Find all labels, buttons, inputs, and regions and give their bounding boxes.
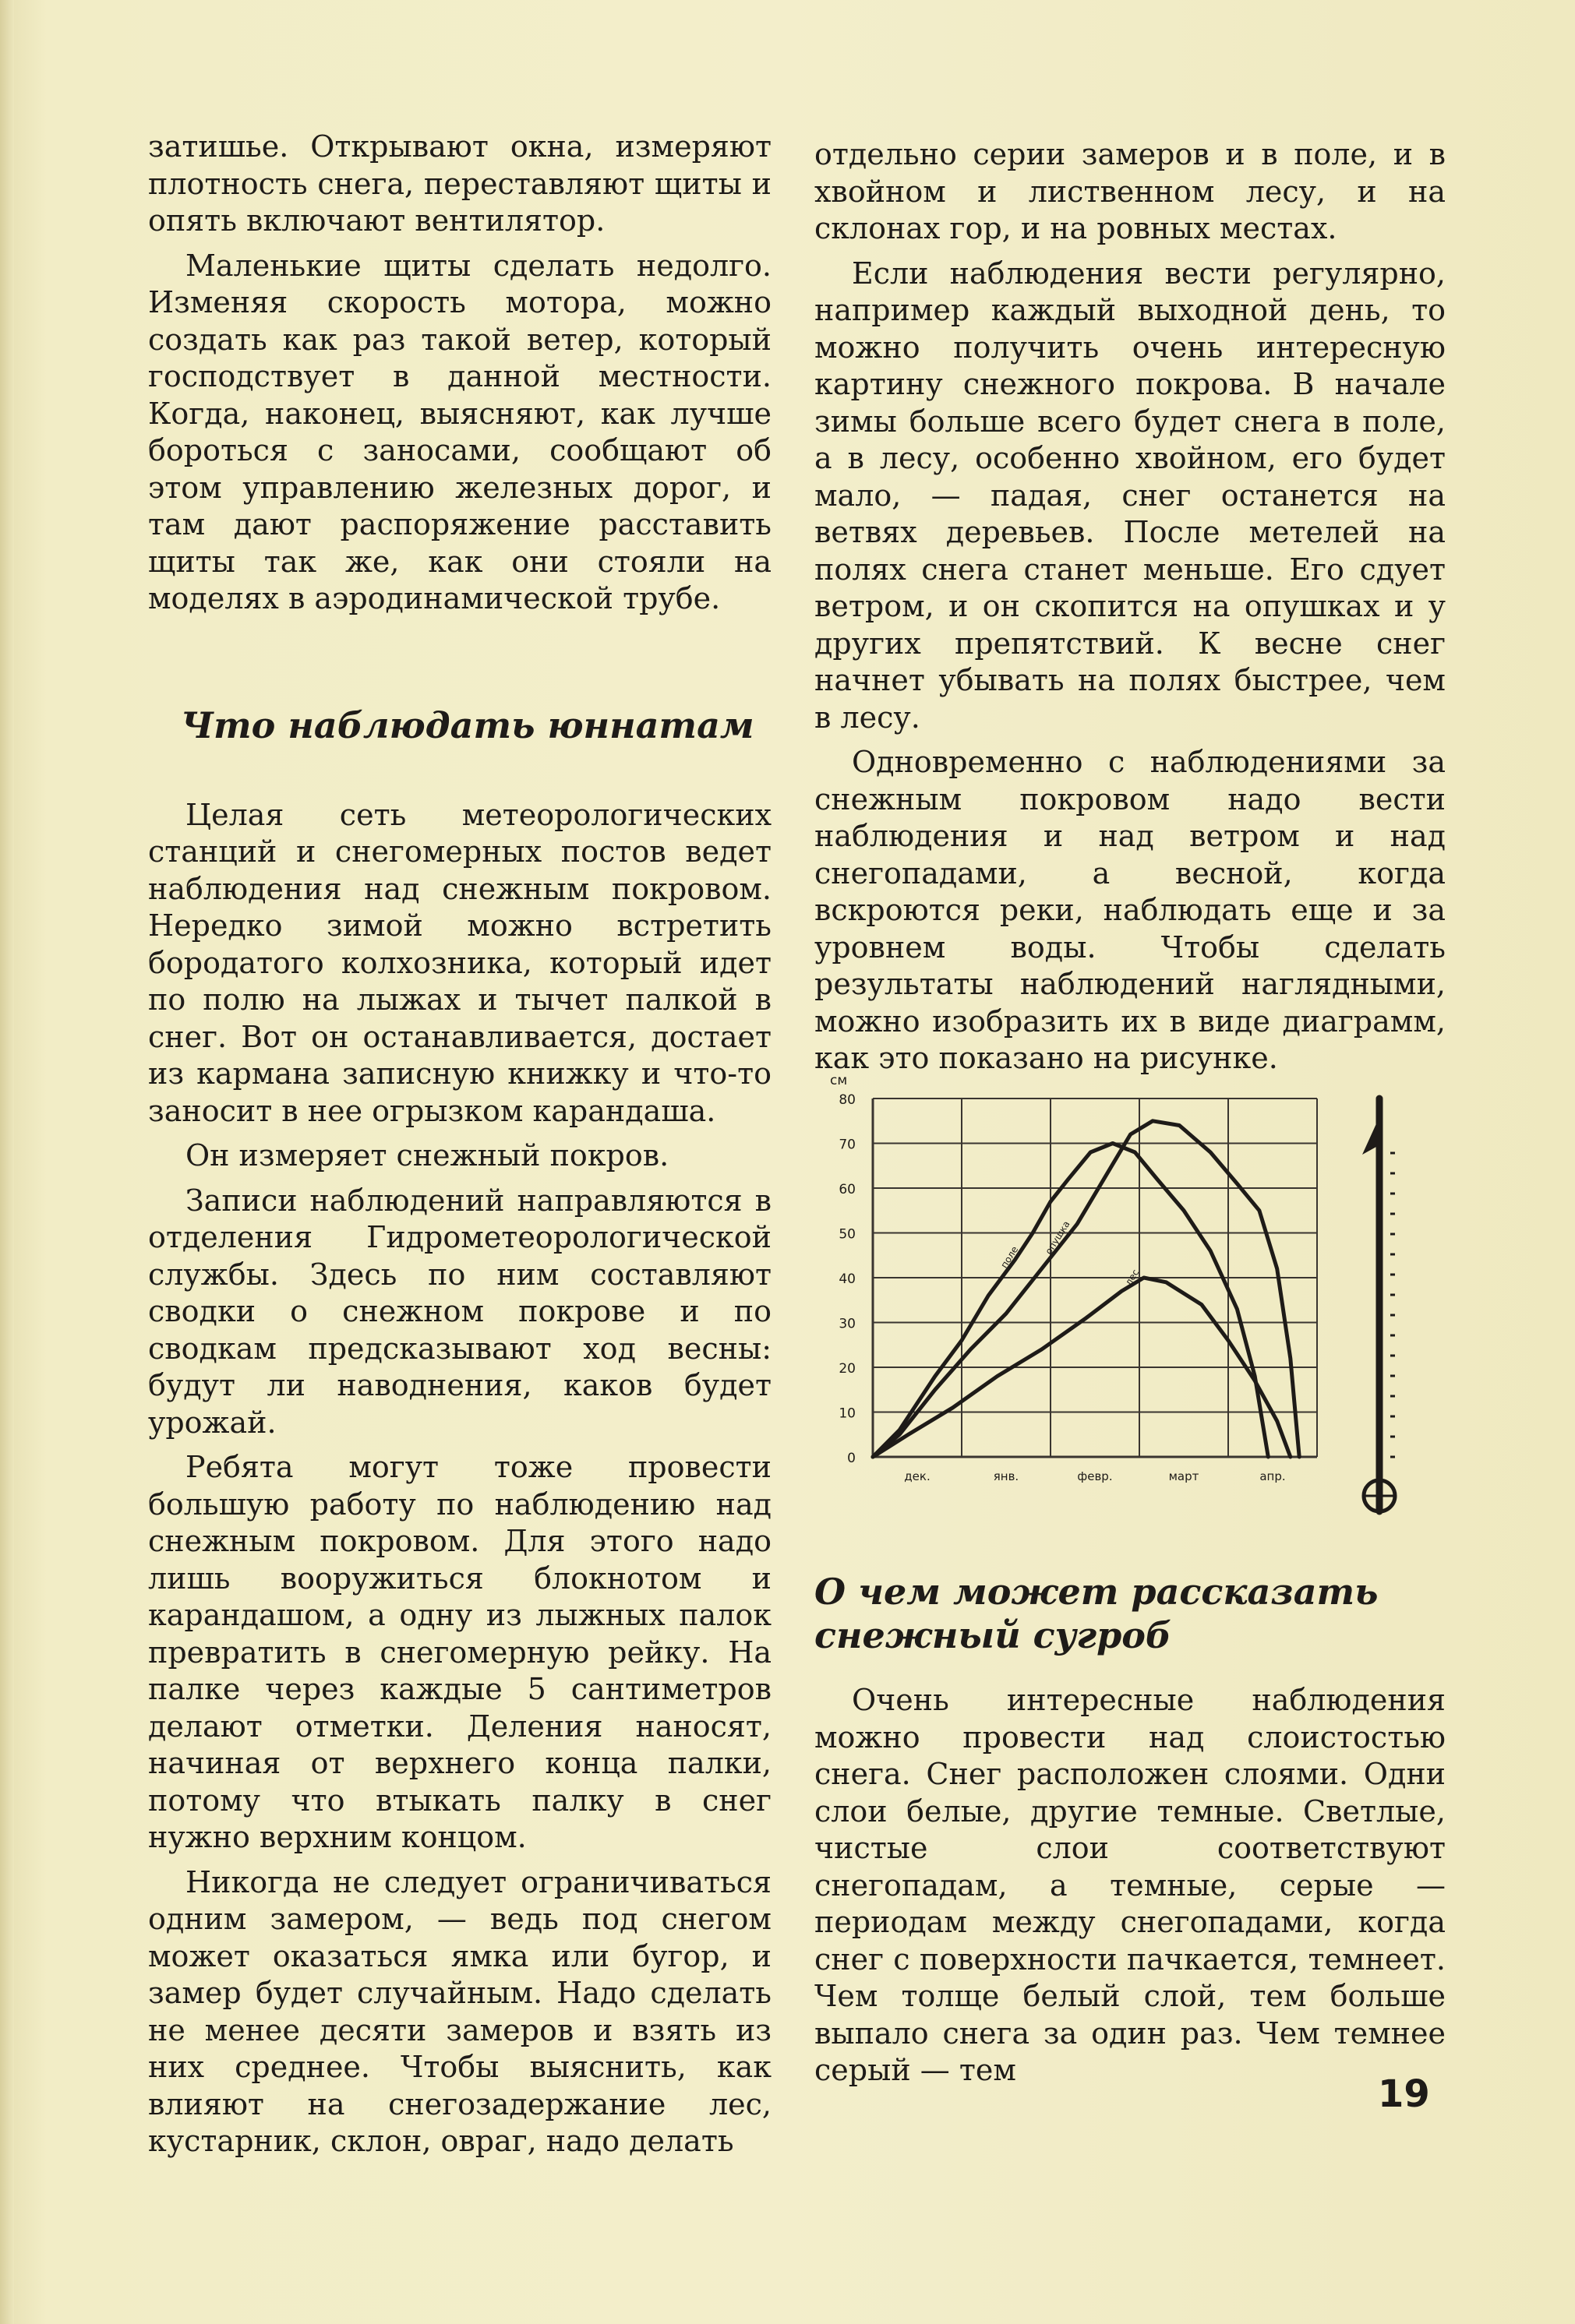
left-paragraph-6: Ребята могут тоже провести большую работу по наблюдению над снежным покровом. Для этого надо лишь вооружиться блокнотом и карандашом, а одну из лыжных палок превратить в снегомерную рейку. На палке через каждые 5 сантиметров делают отметки. Деления наносят, начиная от верхнего конца палки, потому что втыкать палку в снег нужно верхним концом. <box>148 1450 772 1854</box>
snow-cover-chart-svg <box>803 1060 1426 1543</box>
right-column <box>814 136 1446 1077</box>
y-tick-label: 10 <box>839 1405 856 1422</box>
right-paragraph-2: Если наблюдения вести регулярно, например каждый выходной день, то можно получить очень интересную картину снежного покрова. В начале зимы больше всего будет снега в поле, а в лесу, особенно хвойном, его будет мало, — падая, снег останется на ветвях деревьев. После метелей на полях снега станет меньше. Его сдует ветром, и он скопится на опушках и у других препятствий. К весне снег начнет убывать на полях быстрее, чем в лесу. <box>814 256 1446 735</box>
y-tick-label: 80 <box>839 1092 856 1108</box>
page-number: 19 <box>1378 2072 1430 2116</box>
y-axis-unit-label: см <box>830 1073 848 1088</box>
x-category-label: февр. <box>1077 1469 1113 1483</box>
left-paragraph-1: затишье. Открывают окна, измеряют плотность снега, переставляют щиты и опять включают вентилятор. <box>148 129 772 238</box>
y-tick-label: 20 <box>839 1361 856 1377</box>
left-column <box>148 129 772 2160</box>
book-spine <box>0 0 14 2324</box>
series-label: лес <box>1122 1267 1142 1288</box>
y-tick-label: 60 <box>839 1182 856 1197</box>
x-category-label: апр. <box>1259 1469 1286 1483</box>
right-paragraph-3: Одновременно с наблюдениями за снежным покровом надо вести наблюдения и над ветром и над снегопадами, а весной, когда вскроются реки, наблюдать еще и за уровнем воды. Чтобы сделать результаты наблюдений наглядными, можно изобразить их в виде диаграмм, как это показано на рисунке. <box>814 745 1446 1075</box>
x-category-label: дек. <box>904 1469 931 1483</box>
x-category-label: янв. <box>993 1469 1019 1483</box>
left-paragraph-5: Записи наблюдений направляются в отделения Гидрометеорологической службы. Здесь по ним составляют сводки о снежном покрове и по сводкам предсказывают ход весны: будут ли наводнения, каков будет урожай. <box>148 1183 772 1440</box>
section-heading-snowdrift: О чем может рассказать снежный сугроб <box>814 1571 1379 1656</box>
left-paragraph-2: Маленькие щиты сделать недолго. Изменяя скорость мотора, можно создать как раз такой ветер, который господствует в данной местности. Когда, наконец, выясняют, как лучше бороться с заносами, сообщают об этом управлению железных дорог, и там дают распоряжение расставить щиты так же, как они стояли на моделях в аэродинамической трубе. <box>148 248 772 615</box>
left-paragraph-3: Целая сеть метеорологических станций и снегомерных постов ведет наблюдения над снежным покровом. Нередко зимой можно встретить бородатого колхозника, который идет по полю на лыжах и тычет палкой в снег. Вот он останавливается, достает из кармана записную книжку и что-то заносит в нее огрызком карандаша. <box>148 797 772 1128</box>
ski-pole-strap <box>1362 1120 1378 1155</box>
x-category-label: март <box>1168 1469 1199 1483</box>
series-label: опушка <box>1043 1218 1072 1257</box>
left-paragraph-4: Он измеряет снежный покров. <box>185 1138 669 1173</box>
right-column-lower <box>814 1570 1446 2089</box>
y-tick-label: 0 <box>847 1451 856 1466</box>
series-label: поле <box>998 1244 1021 1271</box>
y-tick-label: 40 <box>839 1271 856 1287</box>
right-paragraph-4: Очень интересные наблюдения можно провести над слоистостью снега. Снег расположен слоями. Одни слои белые, другие темные. Светлые, чистые слои соответствуют снегопадам, а темные, серые — периодам между снегопадами, когда снег с поверхности пачкается, темнеет. Чем толще белый слой, тем больше выпало снега за один раз. Чем темнее серый — тем <box>814 1683 1446 2087</box>
left-paragraph-7: Никогда не следует ограничиваться одним замером, — ведь под снегом может оказаться ямка или бугор, и замер будет случайным. Надо сделать не менее десяти замеров и взять из них среднее. Чтобы выяснить, как влияют на снегозадержание лес, кустарник, склон, овраг, надо делать <box>148 1864 772 2158</box>
section-heading-observations: Что наблюдать юннатам <box>181 704 754 746</box>
series-line <box>873 1121 1299 1457</box>
y-tick-label: 30 <box>839 1316 856 1332</box>
y-tick-label: 70 <box>839 1137 856 1153</box>
snow-cover-diagram <box>803 1060 1426 1543</box>
y-tick-label: 50 <box>839 1226 856 1243</box>
right-paragraph-1: отдельно серии замеров и в поле, и в хвойном и лиственном лесу, и на склонах гор, и на ровных местах. <box>814 137 1446 245</box>
series-line <box>873 1144 1268 1458</box>
